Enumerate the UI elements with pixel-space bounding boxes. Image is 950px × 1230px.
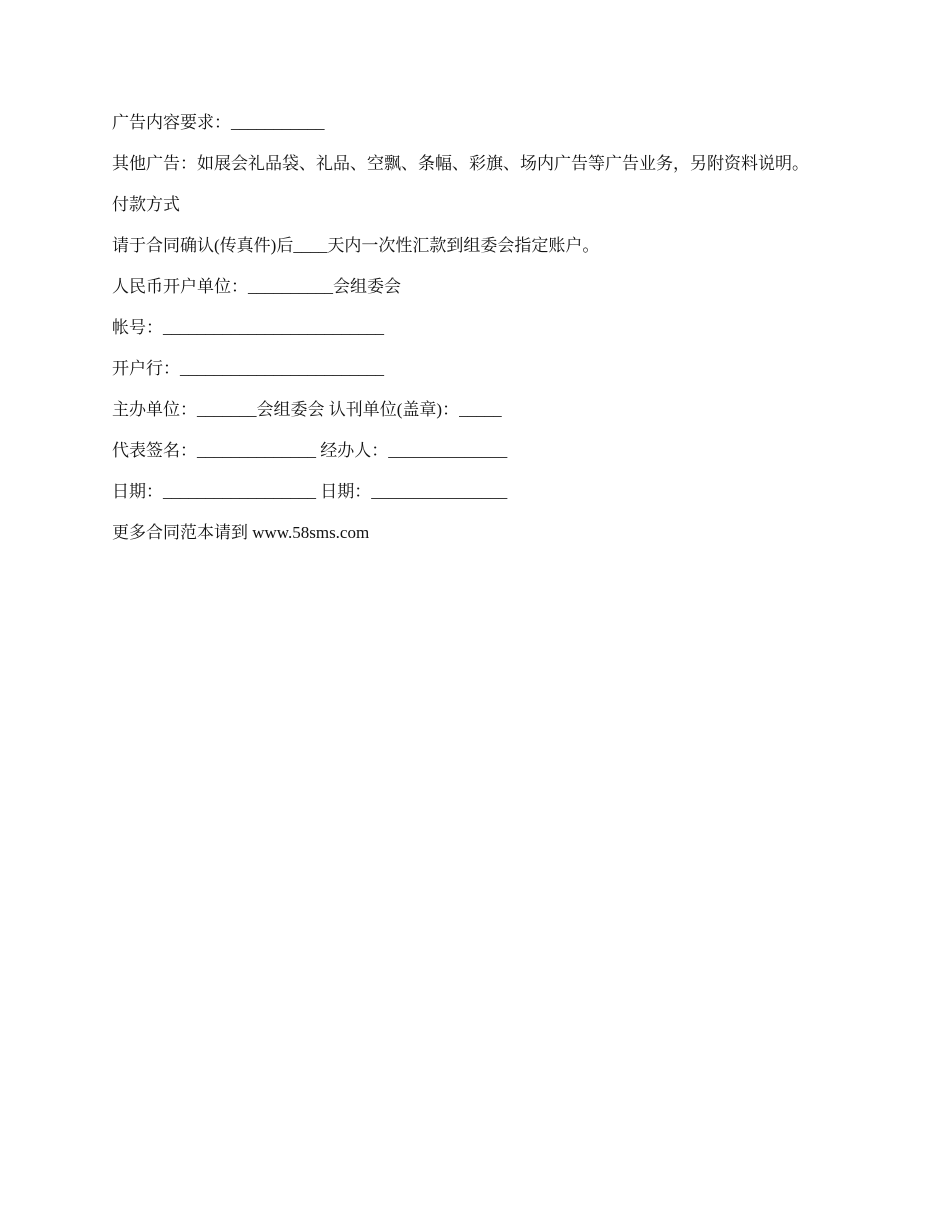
organizer-and-publisher: 主办单位：_______会组委会 认刊单位(盖章)：_____ [112,400,502,419]
payment-instruction: 请于合同确认(传真件)后____天内一次性汇款到组委会指定账户。 [112,236,600,255]
ad-content-requirement: 广告内容要求：___________ [112,113,325,132]
rmb-account-unit: 人民币开户单位：__________会组委会 [112,277,401,296]
payment-method-heading: 付款方式 [112,195,180,214]
document-body [112,112,840,544]
other-ads-paragraph: 其他广告：如展会礼品袋、礼品、空飘、条幅、彩旗、场内广告等广告业务，另附资料说明。 [112,154,809,173]
bank-name: 开户行：________________________ [112,359,384,378]
dates-line: 日期：__________________ 日期：________________ [112,482,508,501]
representative-signature: 代表签名：______________ 经办人：______________ [112,441,508,460]
more-contracts-link-text: 更多合同范本请到 www.58sms.com [112,523,370,542]
account-number: 帐号：__________________________ [112,318,384,337]
